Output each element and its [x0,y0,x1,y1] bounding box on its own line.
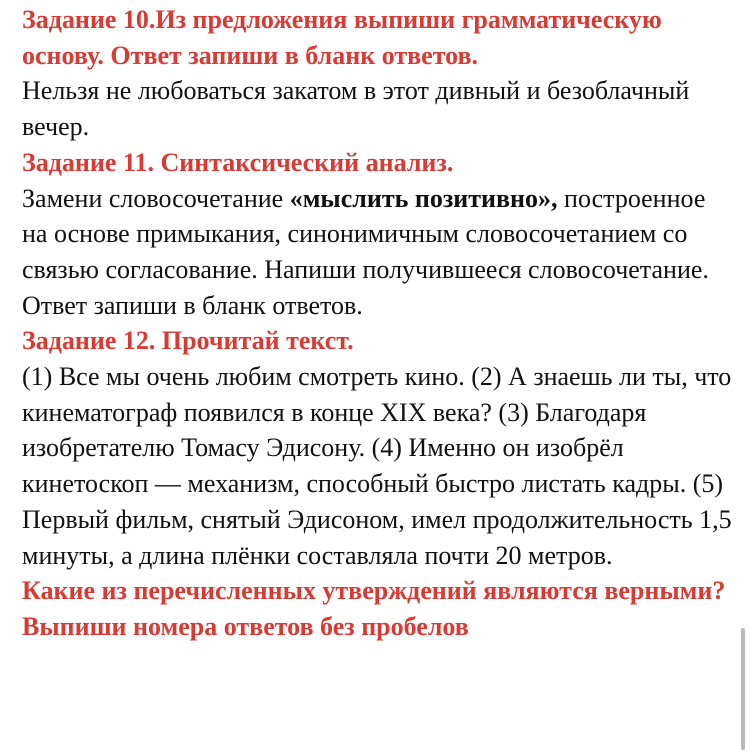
task11-phrase: «мыслить позитивно», [289,183,558,213]
task12-question: Какие из перечисленных утверждений являются верными? Выпиши номера ответов без пробелов [22,576,726,641]
task11-instructions-end: построенное на основе примыкания, синонимичным словосочетанием со связью согласование. Напиши получившееся словосочетание. Ответ запиши в бланк ответов. [22,183,709,320]
task11-instructions [22,181,734,324]
task12-heading: Задание 12. Прочитай текст. [22,326,354,356]
scrollbar-thumb[interactable] [741,628,745,750]
task12-reading-text: (1) Все мы очень любим смотреть кино. (2) А знаешь ли ты, что кинематограф появился в конце XIX века? (3) Благодаря изобретателю Томасу Эдисону. (4) Именно он изобрёл кинетоскоп — механизм, способный быстро листать кадры. (5) Первый фильм, снятый Эдисоном, имел продолжительность 1,5 минуты, а длина плёнки составляла почти 20 метров. [22,362,732,570]
task11-instructions-start: Замени словосочетание [22,183,290,213]
task10-sentence: Нельзя не любоваться закатом в этот дивный и безоблачный вечер. [22,76,690,142]
task10-heading: Задание 10.Из предложения выпиши грамматическую основу. Ответ запиши в бланк ответов. [22,5,662,70]
task11-heading: Задание 11. Синтаксический анализ. [22,147,454,177]
document-page [22,2,734,645]
